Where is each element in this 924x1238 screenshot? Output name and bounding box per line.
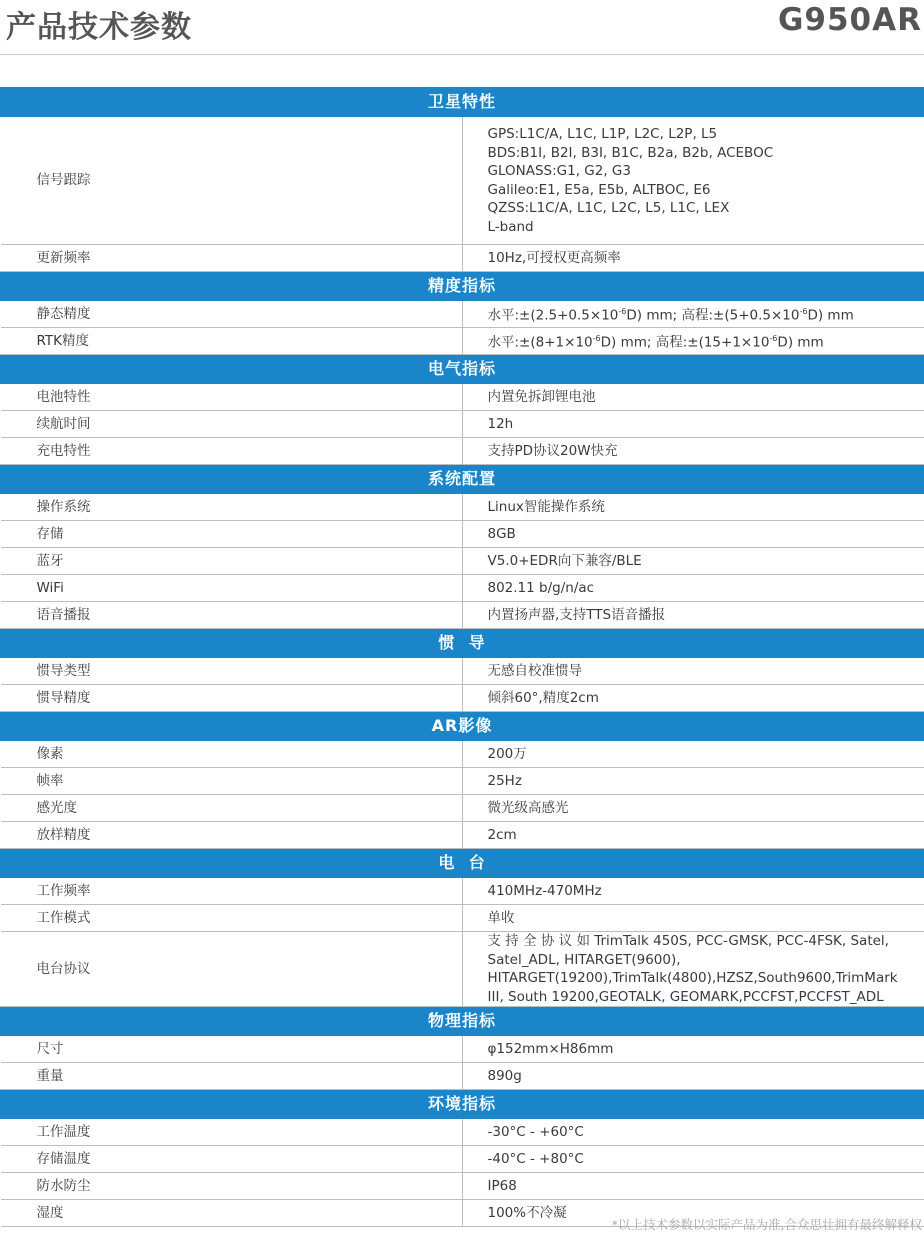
spec-row bbox=[1, 384, 924, 411]
model-name: G950AR bbox=[777, 2, 922, 38]
section-header bbox=[1, 88, 924, 117]
spec-row bbox=[1, 301, 924, 328]
spec-value: -30°C - +60°C bbox=[462, 1119, 924, 1146]
section-header bbox=[1, 1007, 924, 1036]
spec-row bbox=[1, 658, 924, 685]
spec-row bbox=[1, 822, 924, 849]
spec-key: 防水防尘 bbox=[1, 1173, 463, 1200]
section-title: AR影像 bbox=[1, 712, 924, 741]
spec-key: 感光度 bbox=[1, 795, 463, 822]
spec-row bbox=[1, 1036, 924, 1063]
section-header bbox=[1, 849, 924, 878]
spec-key: 语音播报 bbox=[1, 602, 463, 629]
spec-row bbox=[1, 905, 924, 932]
spec-value: 支 持 全 协 议 如 TrimTalk 450S, PCC-GMSK, PCC-4FSK, Satel, Satel_ADL, HITARGET(9600), HITARGET(19200),TrimTalk(4800),HZSZ,South9600,TrimMark III, South 19200,GEOTALK, GEOMARK,PCCFST,PCCFST_ADL bbox=[462, 932, 924, 1007]
spec-key: 惯导精度 bbox=[1, 685, 463, 712]
footer-note: *以上技术参数以实际产品为准,合众思壮拥有最终解释权 bbox=[611, 1217, 922, 1232]
section-header bbox=[1, 629, 924, 658]
spec-value: GPS:L1C/A, L1C, L1P, L2C, L2P, L5 BDS:B1I, B2I, B3I, B1C, B2a, B2b, ACEBOC GLONASS:G1, G2, G3 Galileo:E1, E5a, E5b, ALTBOC, E6 QZSS:L1C/A, L1C, L2C, L5, L1C, LEX L-band bbox=[462, 117, 924, 245]
spec-key: 像素 bbox=[1, 741, 463, 768]
spec-row bbox=[1, 795, 924, 822]
section-title: 精度指标 bbox=[1, 272, 924, 301]
spec-key: 电台协议 bbox=[1, 932, 463, 1007]
spec-row bbox=[1, 685, 924, 712]
spec-key: 蓝牙 bbox=[1, 548, 463, 575]
spec-value: 25Hz bbox=[462, 768, 924, 795]
spec-row bbox=[1, 575, 924, 602]
spec-value: 支持PD协议20W快充 bbox=[462, 438, 924, 465]
section-header bbox=[1, 1090, 924, 1119]
spec-row bbox=[1, 602, 924, 629]
spec-row bbox=[1, 932, 924, 1007]
spec-value: 倾斜60°,精度2cm bbox=[462, 685, 924, 712]
section-header bbox=[1, 465, 924, 494]
spec-row bbox=[1, 1119, 924, 1146]
spec-key: WiFi bbox=[1, 575, 463, 602]
spec-value: 10Hz,可授权更高频率 bbox=[462, 245, 924, 272]
spec-key: 工作频率 bbox=[1, 878, 463, 905]
page-header bbox=[0, 0, 924, 56]
spec-value: Linux智能操作系统 bbox=[462, 494, 924, 521]
spec-value: 内置免拆卸锂电池 bbox=[462, 384, 924, 411]
spec-key: 电池特性 bbox=[1, 384, 463, 411]
spec-row bbox=[1, 411, 924, 438]
spec-value: 802.11 b/g/n/ac bbox=[462, 575, 924, 602]
spec-value: IP68 bbox=[462, 1173, 924, 1200]
section-header bbox=[1, 355, 924, 384]
spec-value: 12h bbox=[462, 411, 924, 438]
spec-row bbox=[1, 328, 924, 355]
spec-value: φ152mm×H86mm bbox=[462, 1036, 924, 1063]
spec-value: 内置扬声器,支持TTS语音播报 bbox=[462, 602, 924, 629]
spec-value: 2cm bbox=[462, 822, 924, 849]
spec-value: 单收 bbox=[462, 905, 924, 932]
spec-row bbox=[1, 117, 924, 245]
spec-row bbox=[1, 878, 924, 905]
spec-value: 410MHz-470MHz bbox=[462, 878, 924, 905]
spec-key: 工作模式 bbox=[1, 905, 463, 932]
spec-value: 水平$:\pm(2.5+0.5\times 10^{-6}D)$ mm; 高程$:\pm(5+0.5\times 10^{-6}D)$ mm bbox=[462, 301, 924, 328]
spec-value: V5.0+EDR向下兼容/BLE bbox=[462, 548, 924, 575]
section-title: 物理指标 bbox=[1, 1007, 924, 1036]
section-title: 电气指标 bbox=[1, 355, 924, 384]
spec-key: 续航时间 bbox=[1, 411, 463, 438]
spec-key: 湿度 bbox=[1, 1200, 463, 1227]
section-title: 系统配置 bbox=[1, 465, 924, 494]
spec-row bbox=[1, 245, 924, 272]
section-title: 电 台 bbox=[1, 849, 924, 878]
spec-table bbox=[0, 87, 924, 1227]
section-header bbox=[1, 712, 924, 741]
header-divider bbox=[0, 54, 924, 55]
spec-value: 890g bbox=[462, 1063, 924, 1090]
spec-row bbox=[1, 1063, 924, 1090]
spec-key: 重量 bbox=[1, 1063, 463, 1090]
spec-value: 无感自校准惯导 bbox=[462, 658, 924, 685]
spec-value: 8GB bbox=[462, 521, 924, 548]
spec-key: 存储 bbox=[1, 521, 463, 548]
spec-row bbox=[1, 1173, 924, 1200]
spec-row bbox=[1, 741, 924, 768]
spec-key: 静态精度 bbox=[1, 301, 463, 328]
page-title: 产品技术参数 bbox=[6, 10, 192, 45]
spec-value: -40°C - +80°C bbox=[462, 1146, 924, 1173]
section-title: 卫星特性 bbox=[1, 88, 924, 117]
spec-row bbox=[1, 521, 924, 548]
section-title: 环境指标 bbox=[1, 1090, 924, 1119]
spec-key: 帧率 bbox=[1, 768, 463, 795]
section-header bbox=[1, 272, 924, 301]
spec-key: 充电特性 bbox=[1, 438, 463, 465]
spec-key: 惯导类型 bbox=[1, 658, 463, 685]
spec-value: 水平$:\pm(8+1\times 10^{-6}D)$ mm; 高程$:\pm(15+1\times 10^{-6}D)$ mm bbox=[462, 328, 924, 355]
spec-key: 更新频率 bbox=[1, 245, 463, 272]
spec-value: 200万 bbox=[462, 741, 924, 768]
spec-key: 尺寸 bbox=[1, 1036, 463, 1063]
spec-key: 工作温度 bbox=[1, 1119, 463, 1146]
spec-row bbox=[1, 768, 924, 795]
spec-key: RTK精度 bbox=[1, 328, 463, 355]
section-title: 惯 导 bbox=[1, 629, 924, 658]
spec-key: 信号跟踪 bbox=[1, 117, 463, 245]
spec-row bbox=[1, 1146, 924, 1173]
spec-key: 存储温度 bbox=[1, 1146, 463, 1173]
spec-value: 微光级高感光 bbox=[462, 795, 924, 822]
spec-key: 放样精度 bbox=[1, 822, 463, 849]
spec-row bbox=[1, 494, 924, 521]
spec-row bbox=[1, 548, 924, 575]
spec-value: 100%不冷凝 bbox=[462, 1200, 924, 1227]
spec-key: 操作系统 bbox=[1, 494, 463, 521]
spec-row bbox=[1, 438, 924, 465]
